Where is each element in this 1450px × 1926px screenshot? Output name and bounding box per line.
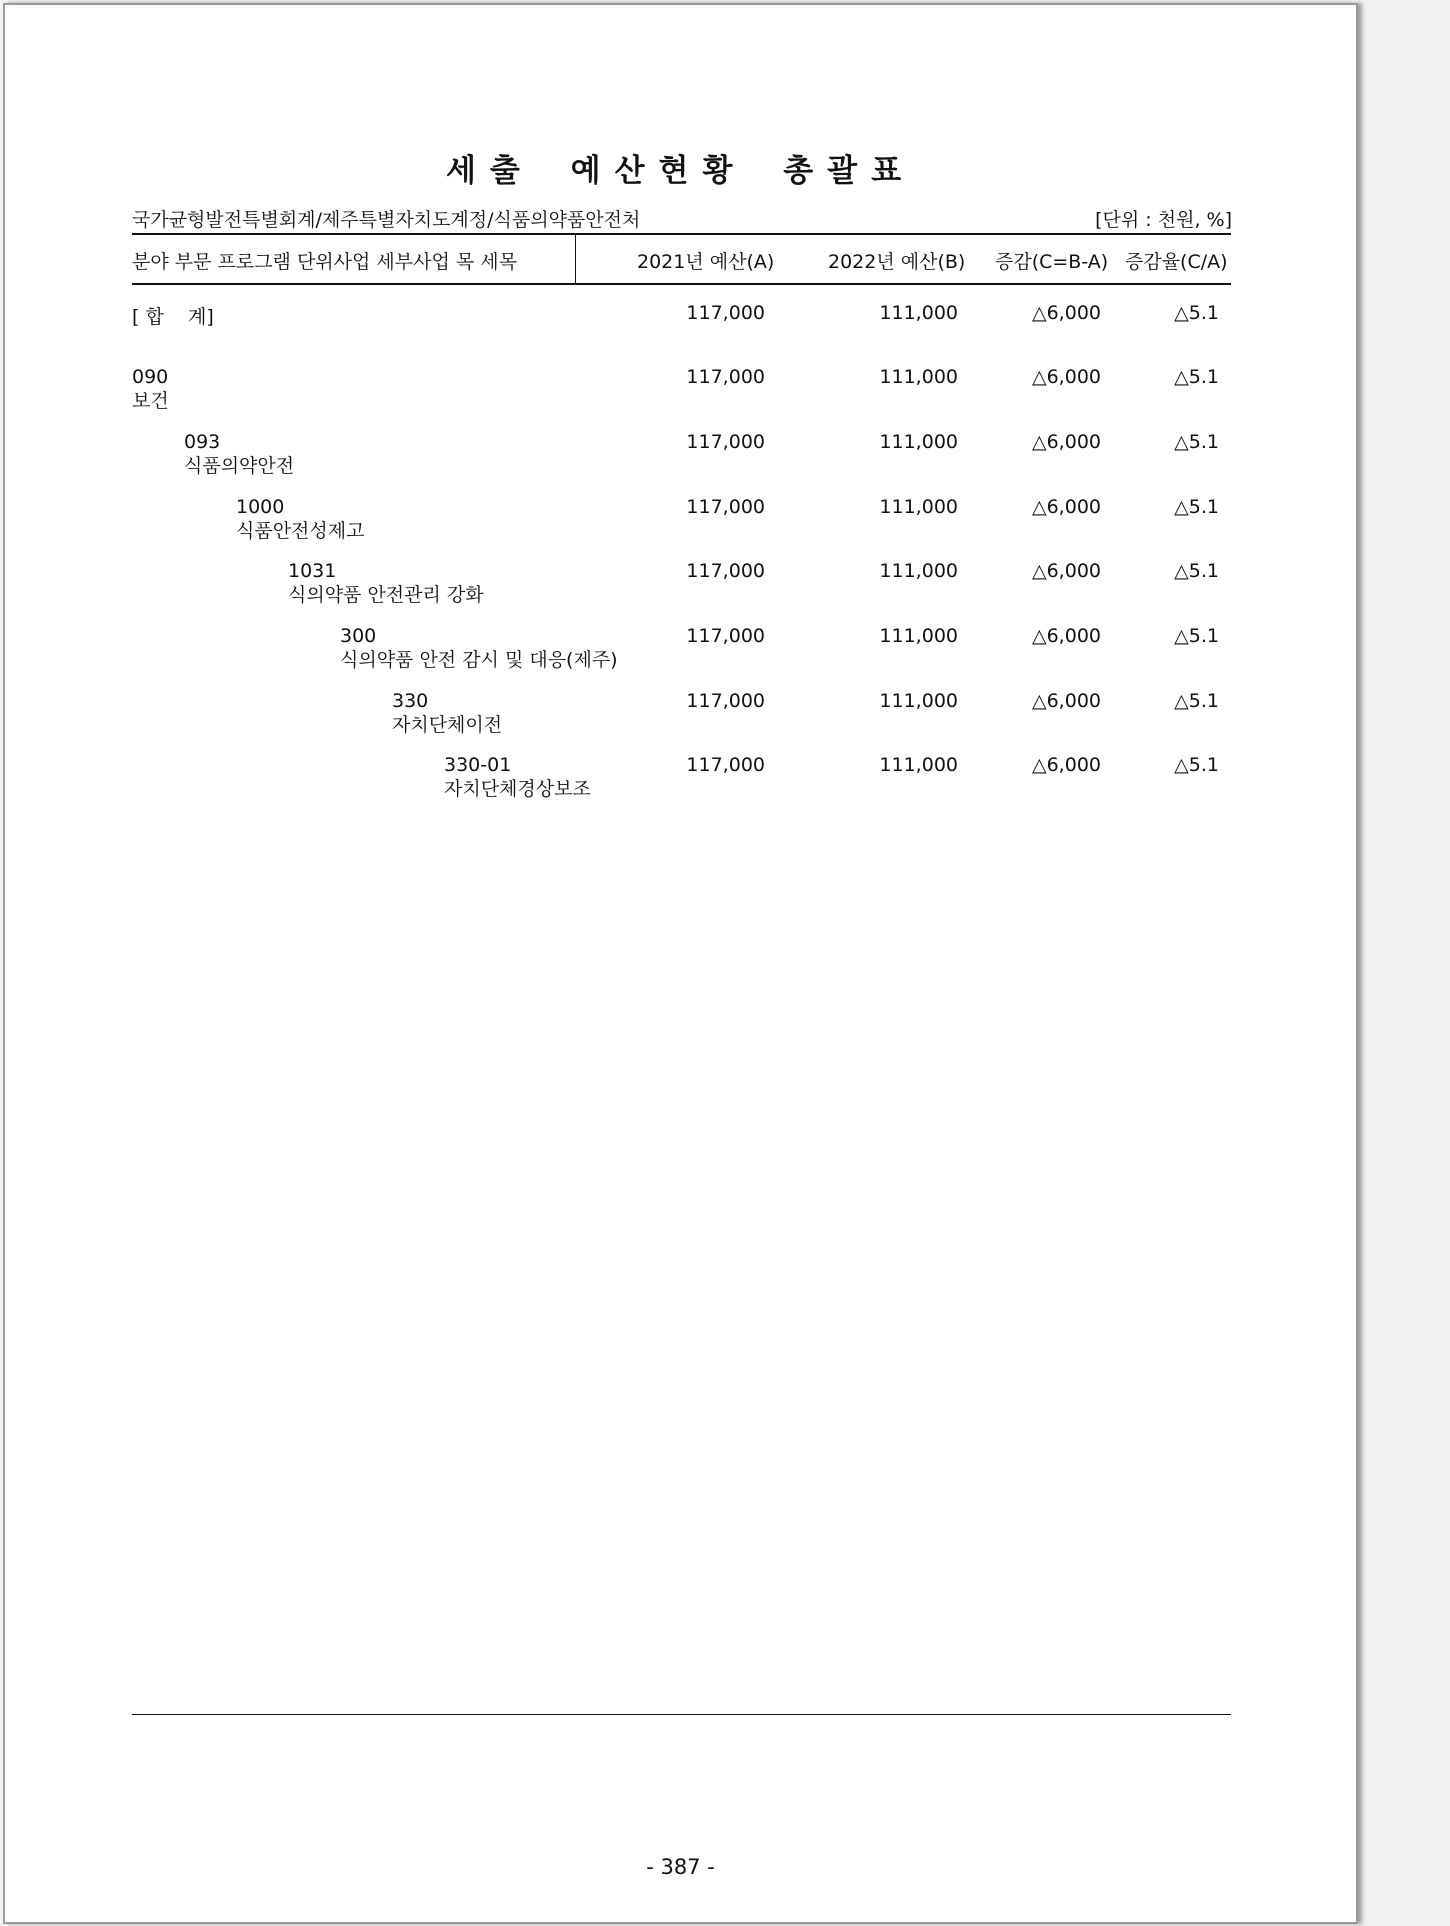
header-rate: 증감율(C/A) — [1125, 251, 1228, 273]
header-budget-2021: 2021년 예산(A) — [637, 251, 775, 273]
row-rate: △5.1 — [1174, 754, 1219, 776]
header-change: 증감(C=B-A) — [995, 251, 1109, 273]
total-rate: △5.1 — [1174, 302, 1219, 324]
row-code: 300 — [340, 625, 377, 647]
row-budget-2021: 117,000 — [686, 366, 765, 388]
row-rate: △5.1 — [1174, 690, 1219, 712]
row-budget-2021: 117,000 — [686, 431, 765, 453]
row-budget-2022: 111,000 — [879, 560, 958, 582]
row-name: 식품안전성제고 — [236, 520, 365, 542]
row-name: 식품의약안전 — [184, 455, 295, 477]
row-change: △6,000 — [1031, 560, 1101, 582]
row-code: 090 — [132, 366, 169, 388]
total-change: △6,000 — [1031, 302, 1101, 324]
table-top-rule — [132, 233, 1231, 235]
row-code: 330 — [392, 690, 429, 712]
total-label: [ 합 계] — [132, 306, 214, 328]
row-name: 자치단체이전 — [392, 714, 503, 736]
row-rate: △5.1 — [1174, 431, 1219, 453]
row-budget-2022: 111,000 — [879, 496, 958, 518]
row-budget-2021: 117,000 — [686, 754, 765, 776]
row-name: 식의약품 안전 감시 및 대응(제주) — [340, 649, 618, 671]
row-budget-2022: 111,000 — [879, 625, 958, 647]
page-title: 세출 예산현황 총괄표 — [445, 153, 916, 189]
row-change: △6,000 — [1031, 754, 1101, 776]
row-code: 1000 — [236, 496, 285, 518]
total-budget-2022: 111,000 — [879, 302, 958, 324]
row-code: 330-01 — [444, 754, 512, 776]
row-rate: △5.1 — [1174, 560, 1219, 582]
header-category: 분야 부문 프로그램 단위사업 세부사업 목 세목 — [132, 251, 517, 273]
row-name: 보건 — [132, 390, 169, 412]
header-bottom-rule — [132, 283, 1231, 285]
row-rate: △5.1 — [1174, 496, 1219, 518]
row-change: △6,000 — [1031, 690, 1101, 712]
viewer-background — [1362, 0, 1450, 1926]
row-budget-2022: 111,000 — [879, 690, 958, 712]
total-budget-2021: 117,000 — [686, 302, 765, 324]
document-page — [3, 3, 1358, 1924]
row-budget-2022: 111,000 — [879, 431, 958, 453]
row-budget-2021: 117,000 — [686, 560, 765, 582]
row-rate: △5.1 — [1174, 625, 1219, 647]
row-change: △6,000 — [1031, 625, 1101, 647]
unit-note: [단위 : 천원, %] — [1095, 209, 1232, 231]
row-change: △6,000 — [1031, 366, 1101, 388]
page-number: - 387 - — [646, 1855, 715, 1879]
row-budget-2022: 111,000 — [879, 366, 958, 388]
row-rate: △5.1 — [1174, 366, 1219, 388]
row-change: △6,000 — [1031, 431, 1101, 453]
row-code: 093 — [184, 431, 221, 453]
row-name: 자치단체경상보조 — [444, 778, 591, 800]
row-change: △6,000 — [1031, 496, 1101, 518]
row-budget-2021: 117,000 — [686, 625, 765, 647]
row-budget-2021: 117,000 — [686, 496, 765, 518]
row-budget-2021: 117,000 — [686, 690, 765, 712]
row-name: 식의약품 안전관리 강화 — [288, 584, 484, 606]
table-bottom-rule — [132, 1714, 1231, 1715]
header-budget-2022: 2022년 예산(B) — [828, 251, 966, 273]
header-divider — [575, 235, 576, 283]
account-path: 국가균형발전특별회계/제주특별자치도계정/식품의약품안전처 — [132, 209, 641, 231]
row-budget-2022: 111,000 — [879, 754, 958, 776]
row-code: 1031 — [288, 560, 337, 582]
